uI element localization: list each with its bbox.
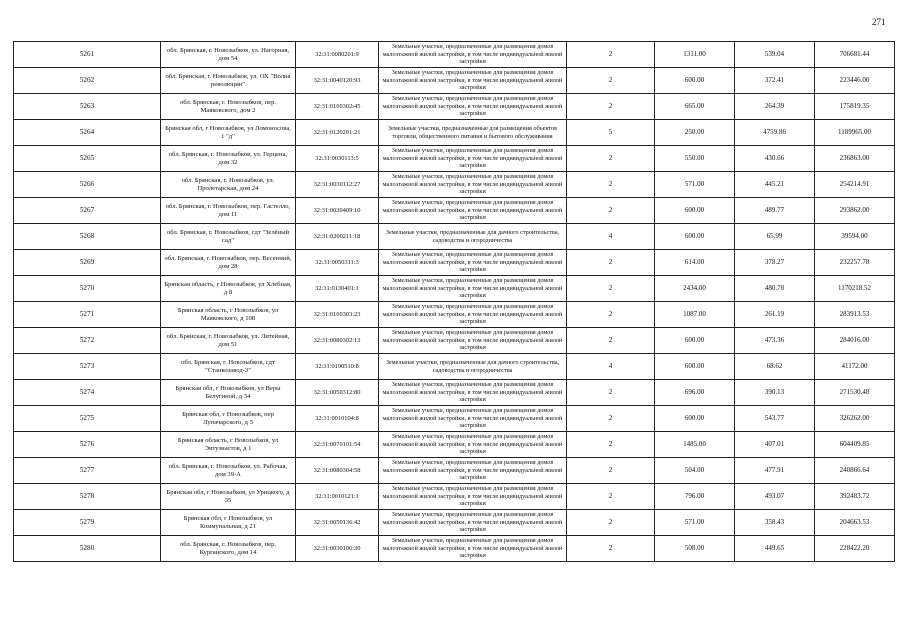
specific-value-cell: 390.13 [735, 380, 815, 406]
cadastral-number-cell: 32:31:0010121:1 [296, 484, 379, 510]
specific-value-cell: 4759.86 [735, 120, 815, 146]
cadastral-value-cell: 228422.20 [815, 536, 895, 562]
address-cell: обл. Брянская, г. Новозыбков, ул. Рабочая, дом 39-А [161, 458, 296, 484]
row-number: 5266 [14, 172, 161, 198]
table-row [14, 302, 895, 328]
land-use-cell: Земельные участки, предназначенные для размещения домов малоэтажной жилой застройки, в том числе индивидуальной жилой застройки [379, 276, 567, 302]
cadastral-value-cell: 254214.91 [815, 172, 895, 198]
cadastral-value-cell: 41172.00 [815, 354, 895, 380]
table-row [14, 68, 895, 94]
specific-value-cell: 473.36 [735, 328, 815, 354]
land-use-cell: Земельные участки, предназначенные для размещения домов малоэтажной жилой застройки, в том числе индивидуальной жилой застройки [379, 380, 567, 406]
row-number: 5272 [14, 328, 161, 354]
cadastral-value-cell: 1170218.52 [815, 276, 895, 302]
address-cell: обл. Брянская, г. Новозыбков, пер. Гастелло, дом 11 [161, 198, 296, 224]
area-cell: 600.00 [655, 406, 735, 432]
table-row [14, 94, 895, 120]
row-number: 5275 [14, 406, 161, 432]
group-number-cell: 2 [567, 276, 655, 302]
land-use-cell: Земельные участки, предназначенные для размещения домов малоэтажной жилой застройки, в том числе индивидуальной жилой застройки [379, 432, 567, 458]
cadastral-number-cell: 32:31:0050136:42 [296, 510, 379, 536]
table-row [14, 276, 895, 302]
row-number: 5263 [14, 94, 161, 120]
area-cell: 600.00 [655, 224, 735, 250]
address-cell: обл. Брянская, г. Новозыбков, сдт "Станкозавод-3" [161, 354, 296, 380]
land-use-cell: Земельные участки, предназначенные для размещения домов малоэтажной жилой застройки, в том числе индивидуальной жилой застройки [379, 68, 567, 94]
area-cell: 2434.00 [655, 276, 735, 302]
specific-value-cell: 445.21 [735, 172, 815, 198]
table-row [14, 380, 895, 406]
address-cell: Брянская обл, г Новозыбков, ул Ломоносова, 1 "д" [161, 120, 296, 146]
row-number: 5269 [14, 250, 161, 276]
row-number: 5265 [14, 146, 161, 172]
row-number: 5264 [14, 120, 161, 146]
page-number: 271 [872, 17, 886, 27]
table-row [14, 432, 895, 458]
cadastral-number-cell: 32:31:0080201:9 [296, 42, 379, 68]
specific-value-cell: 264.39 [735, 94, 815, 120]
group-number-cell: 2 [567, 406, 655, 432]
land-use-cell: Земельные участки, предназначенные для размещения домов малоэтажной жилой застройки, в том числе индивидуальной жилой застройки [379, 458, 567, 484]
area-cell: 504.00 [655, 458, 735, 484]
cadastral-number-cell: 32:31:0050312:80 [296, 380, 379, 406]
group-number-cell: 2 [567, 432, 655, 458]
area-cell: 600.00 [655, 68, 735, 94]
cadastral-value-cell: 392483.72 [815, 484, 895, 510]
table-body [14, 42, 895, 562]
cadastral-number-cell: 32:31:0040120:93 [296, 68, 379, 94]
group-number-cell: 2 [567, 68, 655, 94]
cadastral-number-cell: 32:31:0080302:13 [296, 328, 379, 354]
address-cell: Брянская обл, г Новозыбков, ул Урицкого, д 35 [161, 484, 296, 510]
table-row [14, 328, 895, 354]
area-cell: 571.00 [655, 510, 735, 536]
row-number: 5261 [14, 42, 161, 68]
cadastral-number-cell: 32:31:0160303:23 [296, 302, 379, 328]
area-cell: 600.00 [655, 354, 735, 380]
specific-value-cell: 480.78 [735, 276, 815, 302]
area-cell: 1311.00 [655, 42, 735, 68]
cadastral-number-cell: 32:31:0200211:18 [296, 224, 379, 250]
area-cell: 614.00 [655, 250, 735, 276]
table-row [14, 146, 895, 172]
cadastral-value-cell: 706681.44 [815, 42, 895, 68]
row-number: 5270 [14, 276, 161, 302]
table-row [14, 120, 895, 146]
group-number-cell: 2 [567, 484, 655, 510]
specific-value-cell: 68.62 [735, 354, 815, 380]
area-cell: 250.00 [655, 120, 735, 146]
row-number: 5279 [14, 510, 161, 536]
specific-value-cell: 477.91 [735, 458, 815, 484]
group-number-cell: 2 [567, 536, 655, 562]
address-cell: обл. Брянская, г. Новозыбков, ул. ОХ "Волна революции" [161, 68, 296, 94]
table-row [14, 198, 895, 224]
cadastral-number-cell: 32:31:0050311:3 [296, 250, 379, 276]
cadastral-number-cell: 32:31:0070101:54 [296, 432, 379, 458]
cadastral-number-cell: 32:31:0190510:8 [296, 354, 379, 380]
land-use-cell: Земельные участки, предназначенные для размещения домов малоэтажной жилой застройки, в том числе индивидуальной жилой застройки [379, 484, 567, 510]
address-cell: обл. Брянская, г. Новозыбков, ул. Литейная, дом 51 [161, 328, 296, 354]
land-use-cell: Земельные участки, предназначенные для размещения домов малоэтажной жилой застройки, в том числе индивидуальной жилой застройки [379, 42, 567, 68]
group-number-cell: 2 [567, 94, 655, 120]
cadastral-value-cell: 1189965.00 [815, 120, 895, 146]
group-number-cell: 2 [567, 458, 655, 484]
address-cell: Брянская область, г Новозыбков, ул Хлебная, д 8 [161, 276, 296, 302]
specific-value-cell: 261.19 [735, 302, 815, 328]
area-cell: 600.00 [655, 198, 735, 224]
cadastral-number-cell: 32:31:0030112:27 [296, 172, 379, 198]
cadastral-value-table [13, 41, 895, 562]
row-number: 5276 [14, 432, 161, 458]
area-cell: 550.00 [655, 146, 735, 172]
specific-value-cell: 65.99 [735, 224, 815, 250]
address-cell: Брянская обл, г Новозыбков, пер Луначарского, д 5 [161, 406, 296, 432]
row-number: 5274 [14, 380, 161, 406]
table-row [14, 42, 895, 68]
table-row [14, 484, 895, 510]
group-number-cell: 2 [567, 250, 655, 276]
land-use-cell: Земельные участки, предназначенные для размещения домов малоэтажной жилой застройки, в том числе индивидуальной жилой застройки [379, 250, 567, 276]
cadastral-value-cell: 204663.53 [815, 510, 895, 536]
cadastral-value-cell: 271530.48 [815, 380, 895, 406]
specific-value-cell: 449.65 [735, 536, 815, 562]
land-use-cell: Земельные участки, предназначенные для размещения домов малоэтажной жилой застройки, в том числе индивидуальной жилой застройки [379, 536, 567, 562]
cadastral-number-cell: 32:31:0030106:30 [296, 536, 379, 562]
specific-value-cell: 430.66 [735, 146, 815, 172]
land-use-cell: Земельные участки, предназначенные для дачного строительства, садоводства и огородничества [379, 224, 567, 250]
land-use-cell: Земельные участки, предназначенные для размещения объектов торговли, общественного питания и бытового обслуживания [379, 120, 567, 146]
area-cell: 571.00 [655, 172, 735, 198]
address-cell: обл. Брянская, г. Новозыбков, ул. Нагорная, дом 54 [161, 42, 296, 68]
address-cell: Брянская область, г Новозыбков, ул Маяковского, д 108 [161, 302, 296, 328]
land-use-cell: Земельные участки, предназначенные для размещения домов малоэтажной жилой застройки, в том числе индивидуальной жилой застройки [379, 510, 567, 536]
land-use-cell: Земельные участки, предназначенные для размещения домов малоэтажной жилой застройки, в том числе индивидуальной жилой застройки [379, 94, 567, 120]
specific-value-cell: 378.27 [735, 250, 815, 276]
cadastral-number-cell: 32:31:0120201:21 [296, 120, 379, 146]
specific-value-cell: 372.41 [735, 68, 815, 94]
address-cell: обл. Брянская, г. Новозыбков, пер. Курганского, дом 14 [161, 536, 296, 562]
cadastral-number-cell: 32:31:0030409:10 [296, 198, 379, 224]
cadastral-value-cell: 223446.00 [815, 68, 895, 94]
land-use-cell: Земельные участки, предназначенные для дачного строительства, садоводства и огородничества [379, 354, 567, 380]
group-number-cell: 2 [567, 380, 655, 406]
address-cell: Брянская обл, г Новозыбков, ул Коммунальная, д 21 [161, 510, 296, 536]
row-number: 5271 [14, 302, 161, 328]
specific-value-cell: 539.04 [735, 42, 815, 68]
row-number: 5280 [14, 536, 161, 562]
cadastral-value-cell: 39594.00 [815, 224, 895, 250]
area-cell: 696.00 [655, 380, 735, 406]
address-cell: обл. Брянская, г. Новозыбков, сдт "Зелёный сад" [161, 224, 296, 250]
cadastral-value-cell: 284016.00 [815, 328, 895, 354]
address-cell: обл. Брянская, г. Новозыбков, ул. Герцена, дом 32 [161, 146, 296, 172]
cadastral-number-cell: 32:31:0080304:58 [296, 458, 379, 484]
table-row [14, 406, 895, 432]
address-cell: обл. Брянская, г. Новозыбков, пер. Весенний, дом 28 [161, 250, 296, 276]
row-number: 5268 [14, 224, 161, 250]
cadastral-number-cell: 32:31:0160302:45 [296, 94, 379, 120]
area-cell: 796.00 [655, 484, 735, 510]
area-cell: 665.00 [655, 94, 735, 120]
specific-value-cell: 493.07 [735, 484, 815, 510]
cadastral-number-cell: 32:31:0010104:8 [296, 406, 379, 432]
group-number-cell: 2 [567, 328, 655, 354]
specific-value-cell: 407.01 [735, 432, 815, 458]
group-number-cell: 4 [567, 224, 655, 250]
address-cell: Брянская обл, г Новозыбков, ул Веры Белугиной, д 34 [161, 380, 296, 406]
table-row [14, 536, 895, 562]
address-cell: обл. Брянская, г. Новозыбков, ул. Пролетарская, дом 24 [161, 172, 296, 198]
row-number: 5278 [14, 484, 161, 510]
table-row [14, 224, 895, 250]
cadastral-value-cell: 326262.00 [815, 406, 895, 432]
specific-value-cell: 489.77 [735, 198, 815, 224]
group-number-cell: 5 [567, 120, 655, 146]
cadastral-value-cell: 604409.85 [815, 432, 895, 458]
group-number-cell: 2 [567, 172, 655, 198]
area-cell: 600.00 [655, 328, 735, 354]
group-number-cell: 2 [567, 146, 655, 172]
area-cell: 508.00 [655, 536, 735, 562]
group-number-cell: 2 [567, 42, 655, 68]
row-number: 5267 [14, 198, 161, 224]
cadastral-value-cell: 283913.53 [815, 302, 895, 328]
land-use-cell: Земельные участки, предназначенные для размещения домов малоэтажной жилой застройки, в том числе индивидуальной жилой застройки [379, 198, 567, 224]
land-use-cell: Земельные участки, предназначенные для размещения домов малоэтажной жилой застройки, в том числе индивидуальной жилой застройки [379, 406, 567, 432]
cadastral-value-cell: 240866.64 [815, 458, 895, 484]
table-row [14, 172, 895, 198]
address-cell: обл. Брянская, г. Новозыбков, пер. Маяковского, дом 2 [161, 94, 296, 120]
group-number-cell: 2 [567, 198, 655, 224]
specific-value-cell: 358.43 [735, 510, 815, 536]
cadastral-value-cell: 293862.00 [815, 198, 895, 224]
table-row [14, 458, 895, 484]
row-number: 5262 [14, 68, 161, 94]
cadastral-number-cell: 32:31:0130401:1 [296, 276, 379, 302]
address-cell: Брянская область, г Новозыбков, ул Энтузиастов, д 1 [161, 432, 296, 458]
table-row [14, 354, 895, 380]
land-use-cell: Земельные участки, предназначенные для размещения домов малоэтажной жилой застройки, в том числе индивидуальной жилой застройки [379, 146, 567, 172]
cadastral-value-cell: 236863.00 [815, 146, 895, 172]
area-cell: 1087.00 [655, 302, 735, 328]
land-use-cell: Земельные участки, предназначенные для размещения домов малоэтажной жилой застройки, в том числе индивидуальной жилой застройки [379, 172, 567, 198]
table-row [14, 510, 895, 536]
area-cell: 1485.00 [655, 432, 735, 458]
row-number: 5273 [14, 354, 161, 380]
land-use-cell: Земельные участки, предназначенные для размещения домов малоэтажной жилой застройки, в том числе индивидуальной жилой застройки [379, 302, 567, 328]
cadastral-value-cell: 175819.35 [815, 94, 895, 120]
group-number-cell: 2 [567, 302, 655, 328]
cadastral-value-cell: 232257.78 [815, 250, 895, 276]
land-use-cell: Земельные участки, предназначенные для размещения домов малоэтажной жилой застройки, в том числе индивидуальной жилой застройки [379, 328, 567, 354]
group-number-cell: 2 [567, 510, 655, 536]
cadastral-number-cell: 32:31:0030113:5 [296, 146, 379, 172]
specific-value-cell: 543.77 [735, 406, 815, 432]
group-number-cell: 4 [567, 354, 655, 380]
row-number: 5277 [14, 458, 161, 484]
table-row [14, 250, 895, 276]
